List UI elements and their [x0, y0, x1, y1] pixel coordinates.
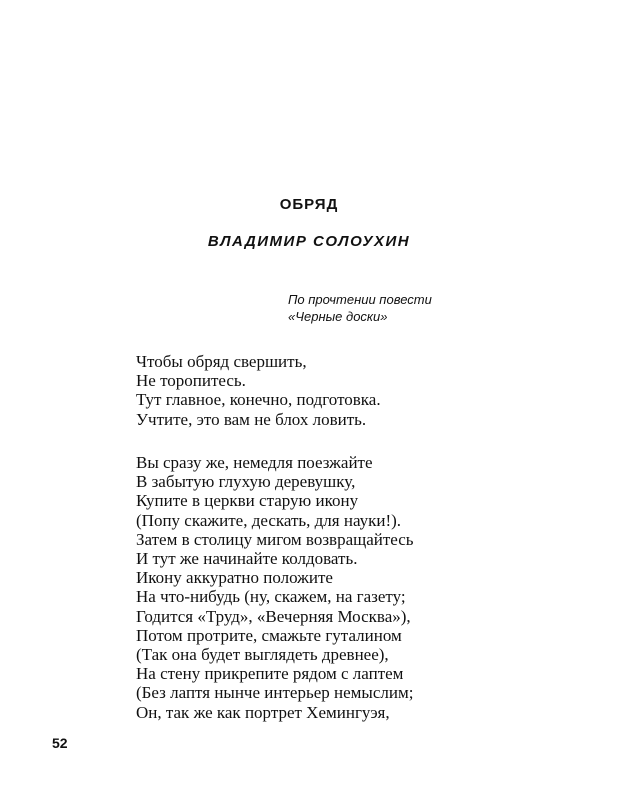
poem-line: Чтобы обряд свершить, — [136, 352, 307, 371]
poem-line: Не торопитесь. — [136, 371, 246, 391]
poem-line: (Без лаптя нынче интерьер немыслим; — [136, 683, 414, 703]
poem-line: (Попу скажите, дескать, для науки!). — [136, 510, 402, 530]
author-name: ВЛАДИМИР СОЛОУХИН — [207, 233, 411, 250]
poem-line: Он, так же как портрет Хемингуэя, — [136, 702, 390, 722]
page-number: 52 — [52, 735, 68, 751]
poem-line: Тут главное, конечно, подготовка. — [136, 390, 381, 410]
poem-title: ОБРЯД — [279, 196, 339, 213]
poem-line: В забытую глухую деревушку, — [136, 472, 356, 492]
poem-line: (Так она будет выглядеть древнее), — [136, 645, 389, 665]
poem-line: Учтите, это вам не блох ловить. — [136, 409, 367, 429]
poem-line: Потом протрите, смажьте гуталином — [136, 625, 402, 645]
poem-line: И тут же начинайте колдовать. — [136, 549, 358, 569]
poem-line: Купите в церкви старую икону — [136, 491, 359, 511]
poem-line: На стену прикрепите рядом с лаптем — [136, 664, 404, 684]
poem-stanza — [136, 352, 381, 429]
epigraph — [288, 291, 432, 325]
poem-line: Затем в столицу мигом возвращайтесь — [136, 529, 414, 549]
poem-stanza — [136, 453, 414, 722]
epigraph-line: По прочтении повести — [288, 292, 432, 307]
poem-line: Икону аккуратно положите — [136, 568, 333, 588]
poem-line: Вы сразу же, немедля поезжайте — [136, 453, 373, 472]
poem-line: Годится «Труд», «Вечерняя Москва»), — [136, 606, 411, 626]
poem-line: На что-нибудь (ну, скажем, на газету; — [136, 587, 406, 607]
epigraph-line: «Черные доски» — [288, 309, 388, 324]
